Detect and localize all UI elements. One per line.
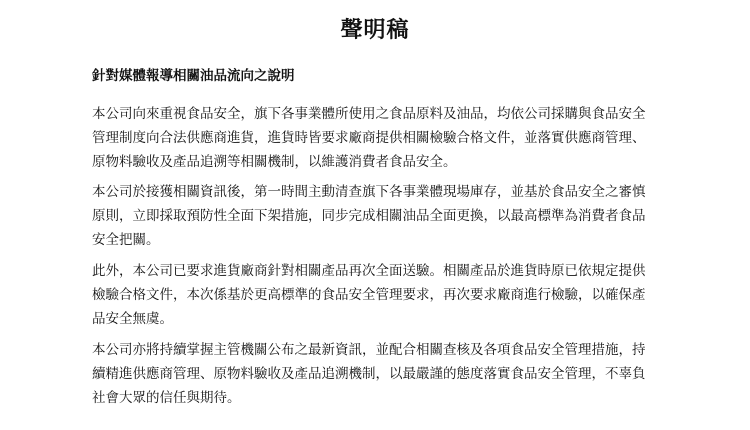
- paragraph-line: 社會大眾的信任與期待。: [92, 390, 241, 406]
- document-subtitle: 針對媒體報導相關油品流向之說明: [92, 68, 295, 84]
- paragraph-line: 管理制度向合法供應商進貨，進貨時皆要求廠商提供相關檢驗合格文件，並落實供應商管理、: [92, 130, 646, 146]
- paragraph-line: 續精進供應商管理、原物料驗收及產品追溯機制，以最嚴謹的態度落實食品安全管理，不辜負: [92, 366, 646, 382]
- paragraph-2: [92, 180, 672, 252]
- paragraph-4: [92, 338, 672, 410]
- paragraph-line: 原則，立即採取預防性全面下架措施，同步完成相關油品全面更換，以最高標準為消費者食品: [92, 208, 646, 224]
- paragraph-line: 檢驗合格文件，本次係基於更高標準的食品安全管理要求，再次要求廠商進行檢驗，以確保產: [92, 287, 646, 303]
- paragraph-line: 本公司向來重視食品安全，旗下各事業體所使用之食品原料及油品，均依公司採購與食品安全: [92, 106, 646, 122]
- paragraph-line: 本公司亦將持續掌握主管機關公布之最新資訊，並配合相關查核及各項食品安全管理措施，持: [92, 342, 646, 358]
- paragraph-line: 此外，本公司已要求進貨廠商針對相關產品再次全面送驗。相關產品於進貨時原已依規定提供: [92, 263, 646, 279]
- paragraph-3: [92, 259, 672, 331]
- document-title: 聲明稿: [340, 18, 410, 43]
- paragraph-line: 本公司於接獲相關資訊後，第一時間主動清查旗下各事業體現場庫存，並基於食品安全之審慎: [92, 184, 646, 200]
- paragraph-line: 品安全無虞。: [92, 311, 173, 327]
- paragraph-line: 原物料驗收及產品追溯等相關機制，以維護消費者食品安全。: [92, 154, 457, 170]
- paragraph-line: 安全把關。: [92, 232, 160, 248]
- paragraph-1: [92, 102, 672, 174]
